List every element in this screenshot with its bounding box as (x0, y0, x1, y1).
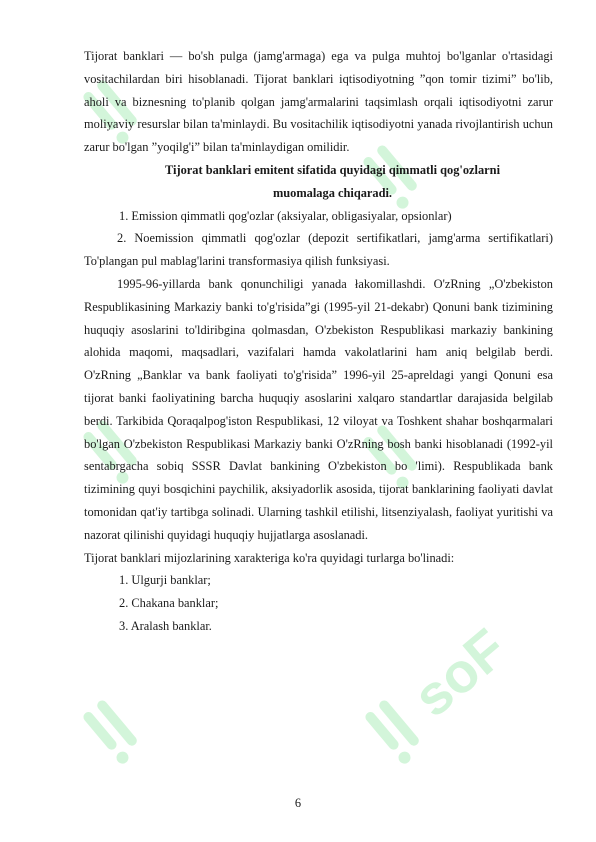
watermark-logo-icon (362, 690, 432, 770)
intro-paragraph: Tijorat banklari — bo'sh pulga (jamg'armaga) ega va pulga muhtoj bo'lganlar o'rtasidagi vositachilardan biri hisoblanadi. Tijorat banklari iqtisodiyotning ”qon tomir tizimi” bo'lib, aholi va biznesning to'planib qolgan jamg'armalarini taqsimlash orqali iqtisodiyotni zarur moliyaviy resurslar bilan ta'minlaydi. Bu vositachilik iqtisodiyotni yanada rivojlantirish uchun zarur bo'lgan ”yoqilg'i” bilan ta'minlaydigan omilidir. (84, 49, 553, 155)
list-item-noemission: 2. Noemission qimmatli qog'ozlar (depozit sertifikatlari, jamg'arma sertifikatlari) To'plangan pul mablag'larini transformasiya qilish funksiyasi. (84, 231, 553, 269)
list-item: 2. Chakana banklar; (119, 596, 219, 611)
list-item: 3. Aralash banklar. (119, 618, 212, 633)
watermark-logo-icon (80, 690, 150, 770)
watermark-text: soF (401, 616, 519, 729)
document-body (84, 45, 553, 638)
section-heading-line-2: muomalaga chiqaradi. (272, 185, 393, 200)
list-item-emission: 1. Emission qimmatli qog'ozlar (aksiyalar, obligasiyalar, opsionlar) (119, 208, 452, 223)
page-number: 6 (294, 796, 302, 810)
history-paragraph: 1995-96-yillarda bank qonunchiligi yanada łakomillashdi. O'zRning „O'zbekiston Respublikasining Markaziy banki to'g'risida”gi (1995-yil 21-dekabr) Qonuni bank tizimining huquqiy asoslarini to'ldiribgina qolmasdan, O'zbekiston Respublikasi markaziy bankining alohida maqomi, maqsadlari, vazifalari hamda vakolatlarini ham aniq belgilab berdi. O'zRning „Banklar va bank faoliyati to'g'risida” 1996-yil 25-apreldagi yangi Qonuni esa tijorat banki faoliyatining barcha huquqiy asoslarini xalqaro standartlar darajasida belgilab berdi. Tarkibida Qoraqalpog'iston Respublikasi, 12 viloyat va Toshkent shahar boshqarmalari bo'lgan O'zbekiston Respublikasi Markaziy banki O'zRning bosh banki hisoblanadi (1992-yil sentabrgacha sobiq SSSR Davlat bankining O'zbekiston bo 'limi). Respublikada bank tizimining quyi bosqichini paychilik, aksiyadorlik asosida, tijorat banklarining faoliyati davlat tomonidan qat'iy tartibga solinadi. Ularning tashkil etilishi, litsenziyalash, faoliyat yuritishi va nazorat qilinishi quyidagi huquqiy hujjatlarga asoslanadi. (84, 276, 553, 542)
section-heading-line-1: Tijorat banklari emitent sifatida quyidagi qimmatli qog'ozlarni (164, 162, 501, 177)
bank-types-intro: Tijorat banklari mijozlarining xarakteriga ko'ra quyidagi turlarga bo'linadi: (84, 550, 455, 565)
list-item: 1. Ulgurji banklar; (119, 573, 211, 588)
